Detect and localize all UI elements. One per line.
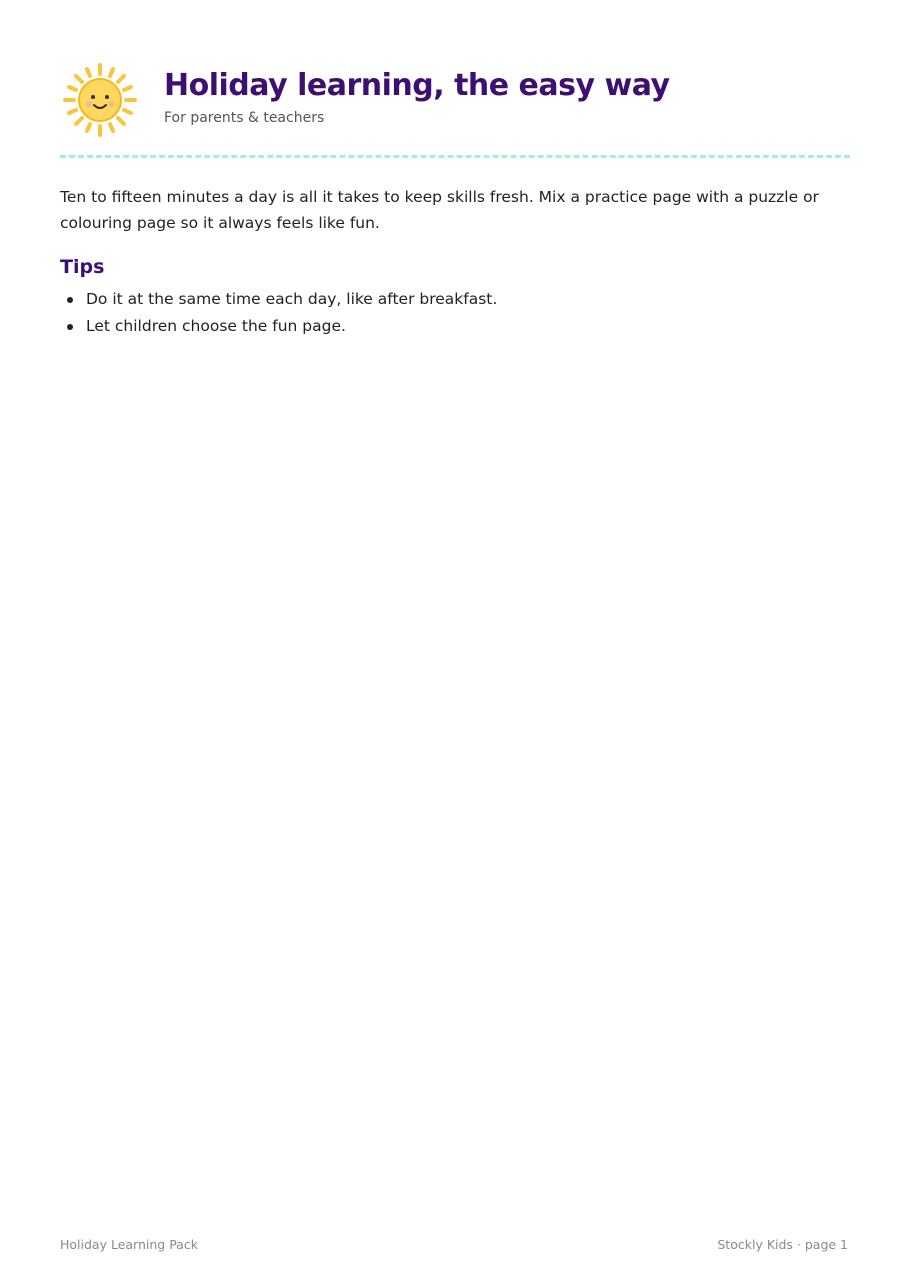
bullet-icon (67, 324, 73, 330)
intro-paragraph: Ten to fifteen minutes a day is all it takes to keep skills fresh. Mix a practice page with a puzzle or colouring page so it always feels like fun. (60, 188, 819, 232)
page-header (60, 58, 850, 142)
tip-text: Let children choose the fun page. (86, 317, 346, 335)
header-divider (60, 155, 850, 158)
footer-page-number: Stockly Kids · page 1 (717, 1237, 848, 1252)
bullet-icon (67, 297, 73, 303)
tip-item (60, 286, 820, 313)
footer-pack-name: Holiday Learning Pack (60, 1237, 198, 1252)
tip-text: Do it at the same time each day, like after breakfast. (86, 290, 498, 308)
tips-heading: Tips (60, 256, 105, 278)
page-title: Holiday learning, the easy way (164, 68, 670, 103)
tips-list (60, 286, 820, 340)
page-subtitle: For parents & teachers (164, 110, 325, 126)
tip-item (60, 313, 820, 340)
sun-icon (60, 60, 140, 140)
